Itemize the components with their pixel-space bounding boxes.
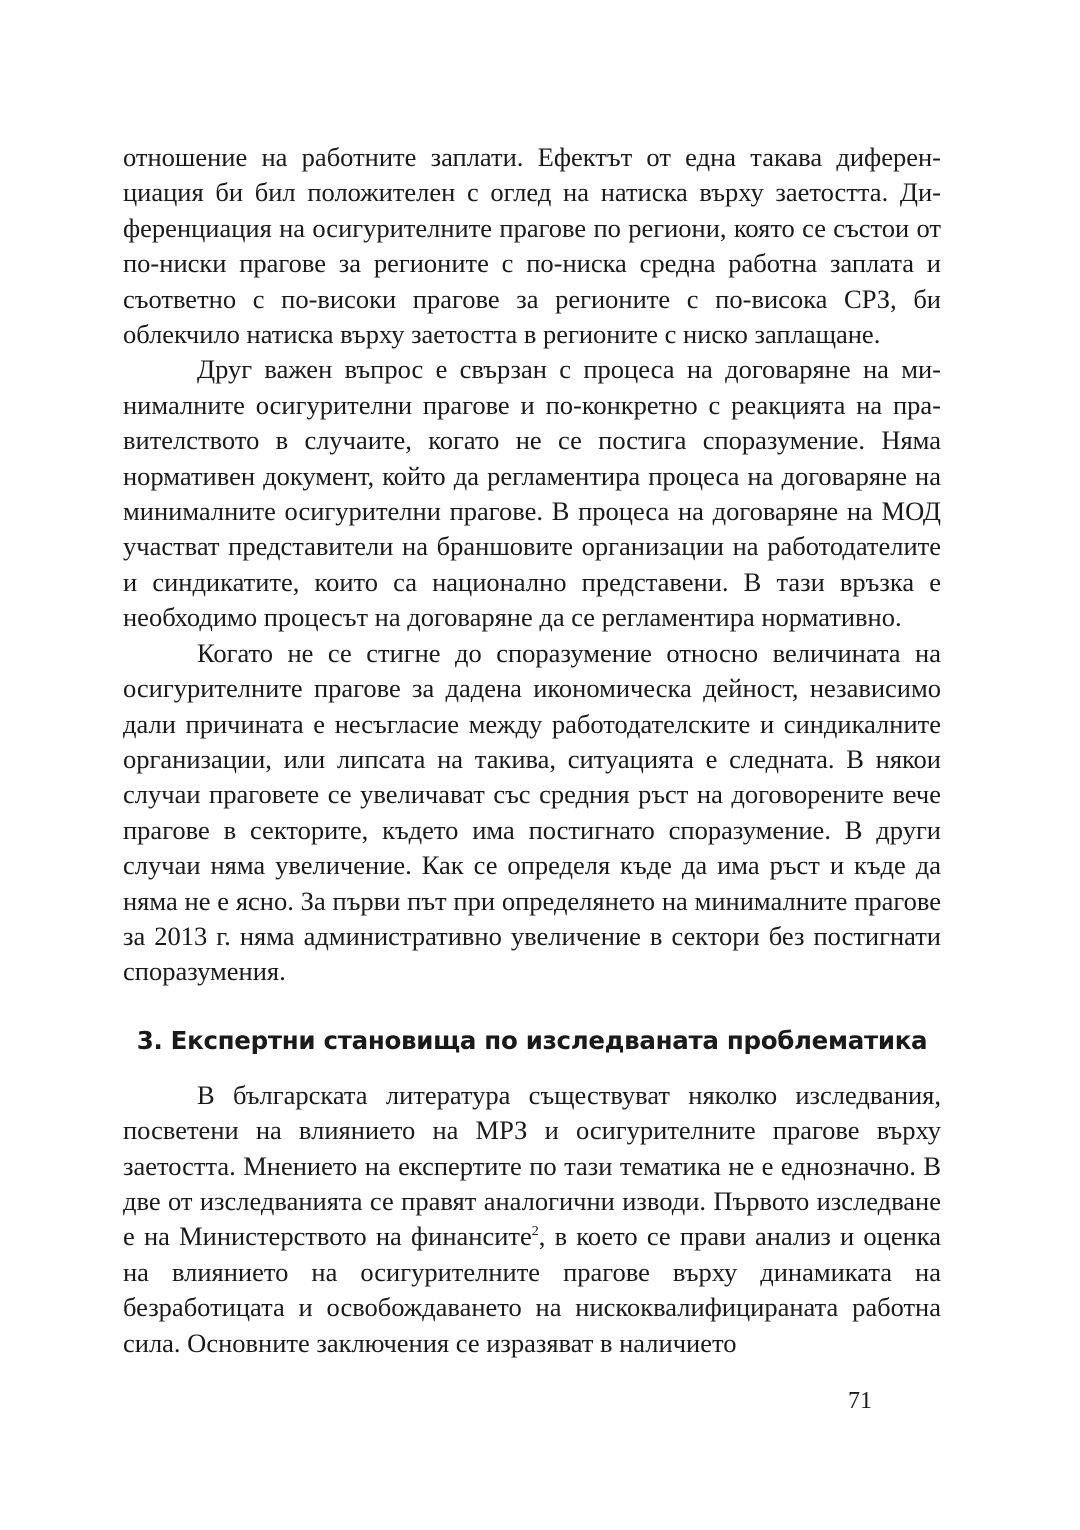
page-number: 71 [848,1388,872,1414]
page-body [123,140,941,1361]
paragraph-4-text-start: В българската литература съществуват няколко изследвания, посветени на влиянието на МРЗ и осигурителните прагове върху заетостта. Мнението на експертите по тази тематика не е еднозначно. В две от изследванията се правят аналогични изводи. Първото изследване е на Министерството на финансите [123,1079,941,1252]
section-heading: 3. Експертни становища по изследваната проблематика [136,1025,928,1055]
paragraph-3: Когато не се стигне до споразумение относно величината на осигурителните прагове за дадена икономическа дейност, независимо дали причината е несъгласие между работодателските и синдикалните организации, или липсата на такива, ситуацията е следната. В някои случаи праговете се увеличават със средния ръст на договорените вече прагове в секторите, където има постигнато споразумение. В други случаи няма увеличение. Как се определя къде да има ръст и къде да няма не е ясно. За първи път при определянето на минималните прагове за 2013 г. няма административно увеличение в сектори без постигнати споразумения. [123,637,941,987]
paragraph-1: отношение на работните заплати. Ефектът от една такава диференциация би бил положителен с оглед на натиска върху заетостта. Диференциация на осигурителните прагове по региони, която се състои от по-ниски прагове за регионите с по-ниска средна работна заплата и съответно с по-високи прагове за регионите с по-висока СРЗ, би облекчило натиска върху заетостта в регионите с ниско заплащане. [123,142,941,350]
paragraph-4-text-end: , в което се прави анализ и оценка на влиянието на осигурителните прагове върху динамиката на безработицата и освобождаването на нискоквалифицираната работна сила. Основните заключения се изразяват в наличието [123,1221,941,1358]
paragraph-2: Друг важен въпрос е свързан с процеса на договаряне на минималните осигурителни прагове и по-конкретно с реакцията на правителството в случаите, когато не се постига споразумение. Няма нормативен документ, който да регламентира процеса на договаряне на минималните осигурителни прагове. В процеса на договаряне на МОД участват представители на браншовите организации на работодателите и синдикатите, които са национално представени. В тази връзка е необходимо процесът на договаряне да се регламентира нормативно. [123,354,941,633]
footnote-reference: 2 [531,1224,539,1240]
paragraph-4 [123,1078,941,1361]
